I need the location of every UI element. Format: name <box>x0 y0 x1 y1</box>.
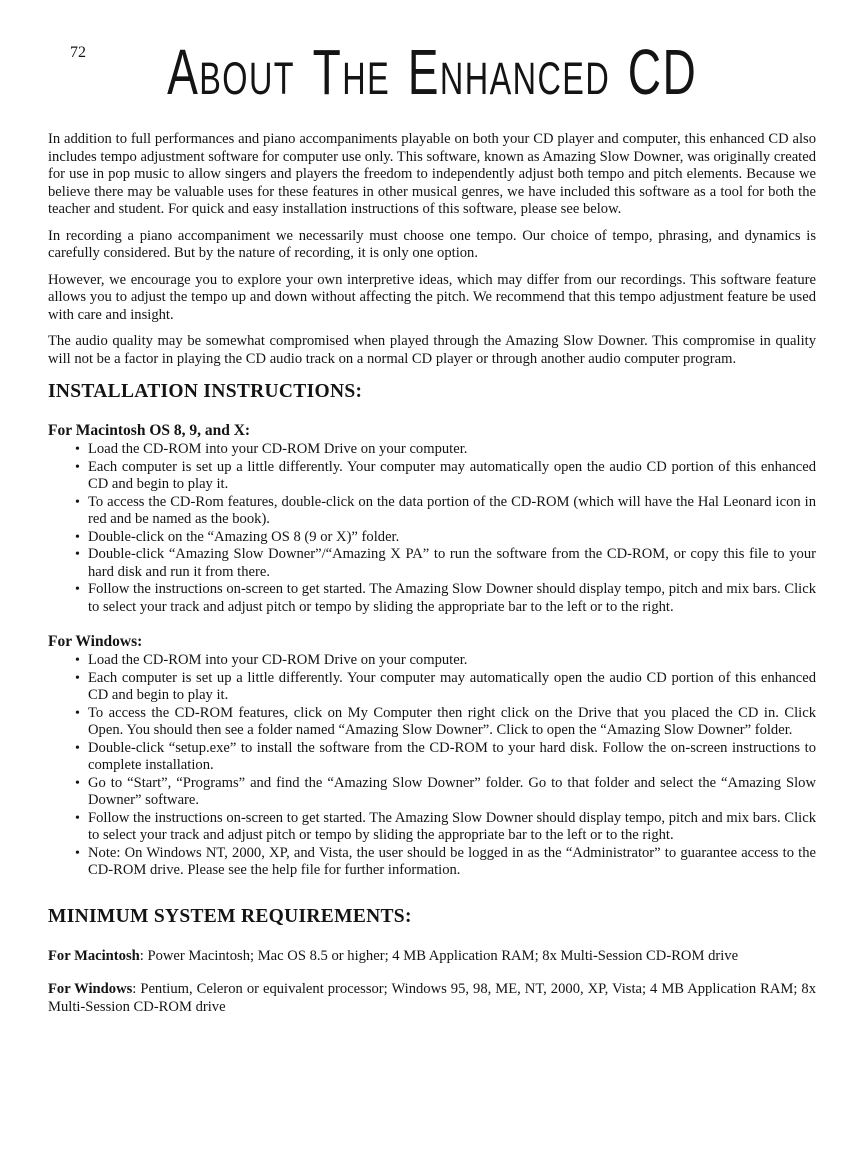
bullet-item: • Double-click “Amazing Slow Downer”/“Amazing X PA” to run the software from the CD-ROM, or copy this file to your hard disk and run it from there. <box>48 546 816 581</box>
requirement-item <box>48 948 816 966</box>
requirement-item <box>48 981 816 1016</box>
title-initial: T <box>312 36 343 108</box>
title-word <box>166 36 295 108</box>
intro-paragraph: However, we encourage you to explore your own interpretive ideas, which may differ from our recordings. This software feature allows you to adjust the tempo up and down without affecting the pitch. We recommend that this tempo adjustment feature be used with care and insight. <box>48 271 816 323</box>
title-word <box>627 36 698 108</box>
bullet-item: • To access the CD-Rom features, double-click on the data portion of the CD-ROM (which will have the Hal Leonard icon in red and be named as the book). <box>48 494 816 529</box>
page-number: 72 <box>70 44 86 61</box>
requirement-label: For Macintosh <box>48 947 140 964</box>
title-word <box>312 36 390 108</box>
bullet-item: • Each computer is set up a little differently. Your computer may automatically open the audio CD portion of this enhanced CD and begin to play it. <box>48 670 816 705</box>
requirement-label: For Windows <box>48 981 133 997</box>
title-smallcaps: BOUT <box>199 53 295 104</box>
bullet-item: • Load the CD-ROM into your CD-ROM Drive on your computer. <box>48 441 816 459</box>
bullet-item: • Follow the instructions on-screen to get started. The Amazing Slow Downer should display tempo, pitch and mix bars. Click to select your track and adjust pitch or tempo by sliding the appropriate bar to the left or to the right. <box>48 810 816 845</box>
page-content <box>48 131 816 1032</box>
installation-sections <box>48 422 816 880</box>
os-section <box>48 422 816 616</box>
page-title-text <box>160 36 703 111</box>
intro-section <box>48 131 816 368</box>
title-initial: E <box>407 36 440 108</box>
requirement-text: : Pentium, Celeron or equivalent processor; Windows 95, 98, ME, NT, 2000, XP, Vista; 4 MB Application RAM; 8x Multi-Session CD-ROM drive <box>48 981 816 1015</box>
title-smallcaps: HE <box>342 53 390 104</box>
intro-paragraph: In recording a piano accompaniment we necessarily must choose one tempo. Our choice of tempo, phrasing, and dynamics is carefully considered. But by the nature of recording, it is only one option. <box>48 227 816 261</box>
bullet-item: • Note: On Windows NT, 2000, XP, and Vista, the user should be logged in as the “Administrator” to guarantee access to the CD-ROM drive. Please see the help file for further information. <box>48 845 816 880</box>
bullet-item: • Double-click on the “Amazing OS 8 (9 or X)” folder. <box>48 529 816 547</box>
intro-paragraph: The audio quality may be somewhat compromised when played through the Amazing Slow Downer. This compromise in quality will not be a factor in playing the CD audio track on a normal CD player or through another audio computer program. <box>48 333 816 367</box>
bullet-list <box>48 441 816 616</box>
os-subheading: For Windows: <box>48 633 143 650</box>
intro-paragraph: In addition to full performances and piano accompaniments playable on both your CD player and computer, this enhanced CD also includes tempo adjustment software for computer use only. This software, known as Amazing Slow Downer, was originally created for use in pop music to allow singers and players the freedom to independently adjust both tempo and pitch elements. Because we believe there may be valuable uses for these features in other musical genres, we have included this software as a tool for both the teacher and student. For quick and easy installation instructions of this software, please see below. <box>48 131 816 217</box>
title-word <box>407 36 611 108</box>
bullet-item: • Load the CD-ROM into your CD-ROM Drive on your computer. <box>48 652 816 670</box>
installation-heading: INSTALLATION INSTRUCTIONS: <box>48 381 363 402</box>
bullet-item: • Double-click “setup.exe” to install the software from the CD-ROM to your hard disk. Follow the on-screen instructions to complete installation. <box>48 740 816 775</box>
title-initial: A <box>166 36 200 108</box>
page-title <box>0 36 864 111</box>
bullet-item: • Go to “Start”, “Programs” and find the “Amazing Slow Downer” folder. Go to that folder and select the “Amazing Slow Downer” software. <box>48 775 816 810</box>
bullet-item: • To access the CD-ROM features, click on My Computer then right click on the Drive that you placed the CD in. Click Open. You should then see a folder named “Amazing Slow Downer”. Click to open the “Amazing Slow Downer” folder. <box>48 705 816 740</box>
os-subheading: For Macintosh OS 8, 9, and X: <box>48 422 251 439</box>
bullet-item: • Each computer is set up a little differently. Your computer may automatically open the audio CD portion of this enhanced CD and begin to play it. <box>48 459 816 494</box>
bullet-list <box>48 652 816 880</box>
bullet-item: • Follow the instructions on-screen to get started. The Amazing Slow Downer should display tempo, pitch and mix bars. Click to select your track and adjust pitch or tempo by sliding the appropriate bar to the left or to the right. <box>48 581 816 616</box>
requirement-text: : Power Macintosh; Mac OS 8.5 or higher; 4 MB Application RAM; 8x Multi-Session CD-ROM drive <box>139 947 739 964</box>
requirements-list <box>48 948 816 1017</box>
title-initial: CD <box>627 36 698 108</box>
requirements-heading: MINIMUM SYSTEM REQUIREMENTS: <box>48 905 412 927</box>
title-smallcaps: NHANCED <box>439 53 611 104</box>
os-section <box>48 633 816 880</box>
